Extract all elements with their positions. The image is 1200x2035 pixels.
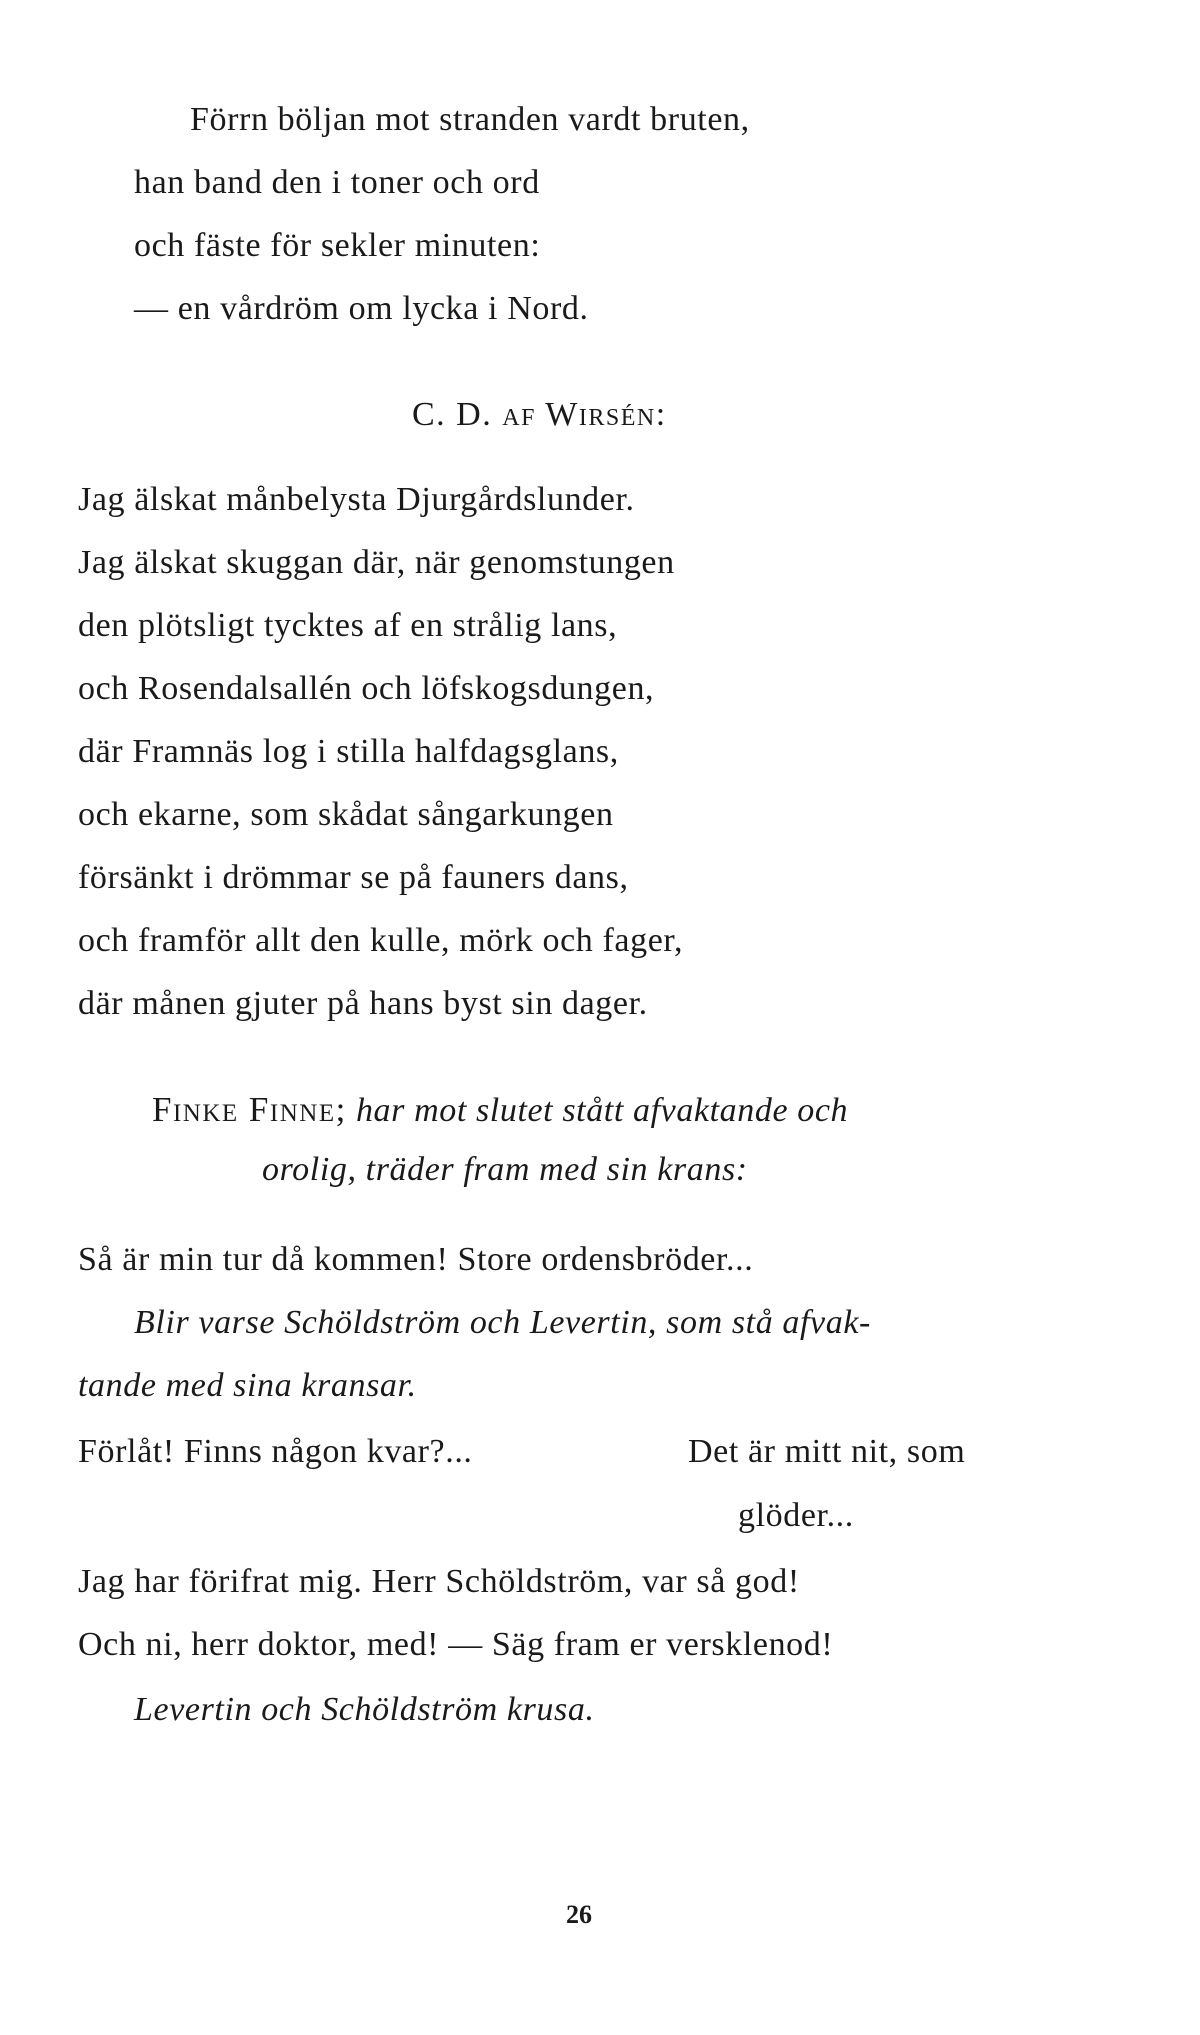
dialogue-line: Det är mitt nit, som (688, 1433, 966, 1470)
verse-line: där månen gjuter på hans byst sin dager. (78, 985, 648, 1022)
dialogue-line: Förlåt! Finns någon kvar?... (78, 1433, 473, 1470)
verse-line: försänkt i drömmar se på fauners dans, (78, 859, 629, 896)
verse-line: Jag älskat månbelysta Djurgårdslunder. (78, 481, 635, 518)
dialogue-line: Jag har förifrat mig. Herr Schöldström, var så god! (78, 1563, 800, 1600)
verse-line: och Rosendalsallén och löfskogsdungen, (78, 670, 655, 707)
stage-direction-text: Blir varse Schöldström och Levertin, som stå afvak- (134, 1304, 871, 1341)
verse-line: — en vårdröm om lycka i Nord. (134, 290, 589, 327)
verse-line: han band den i toner och ord (134, 164, 540, 201)
stage-direction-text: orolig, träder fram med sin krans: (262, 1151, 748, 1188)
dialogue-line: Och ni, herr doktor, med! — Säg fram er versklenod! (78, 1626, 834, 1663)
verse-line: och ekarne, som skådat sångarkungen (78, 796, 614, 833)
speaker-name: Finke Finne; (152, 1090, 347, 1129)
stage-direction (152, 1090, 848, 1131)
stage-direction-text: Levertin och Schöldström krusa. (134, 1691, 595, 1728)
page-number: 26 (566, 1900, 592, 1929)
verse-line: och fäste för sekler minuten: (134, 227, 541, 264)
stage-direction-text: tande med sina kransar. (78, 1367, 417, 1404)
verse-line: där Framnäs log i stilla halfdagsglans, (78, 733, 619, 770)
verse-line: Förrn böljan mot stranden vardt bruten, (190, 101, 750, 138)
stage-direction-text: har mot slutet stått afvaktande och (355, 1092, 849, 1129)
verse-line: Jag älskat skuggan där, när genomstungen (78, 544, 675, 581)
speaker-heading: C. D. af Wirsén: (412, 396, 667, 433)
dialogue-line: glöder... (738, 1497, 854, 1534)
verse-line: och framför allt den kulle, mörk och fager, (78, 922, 684, 959)
verse-line: den plötsligt tycktes af en strålig lans, (78, 607, 618, 644)
dialogue-line: Så är min tur då kommen! Store ordensbröder... (78, 1241, 754, 1278)
